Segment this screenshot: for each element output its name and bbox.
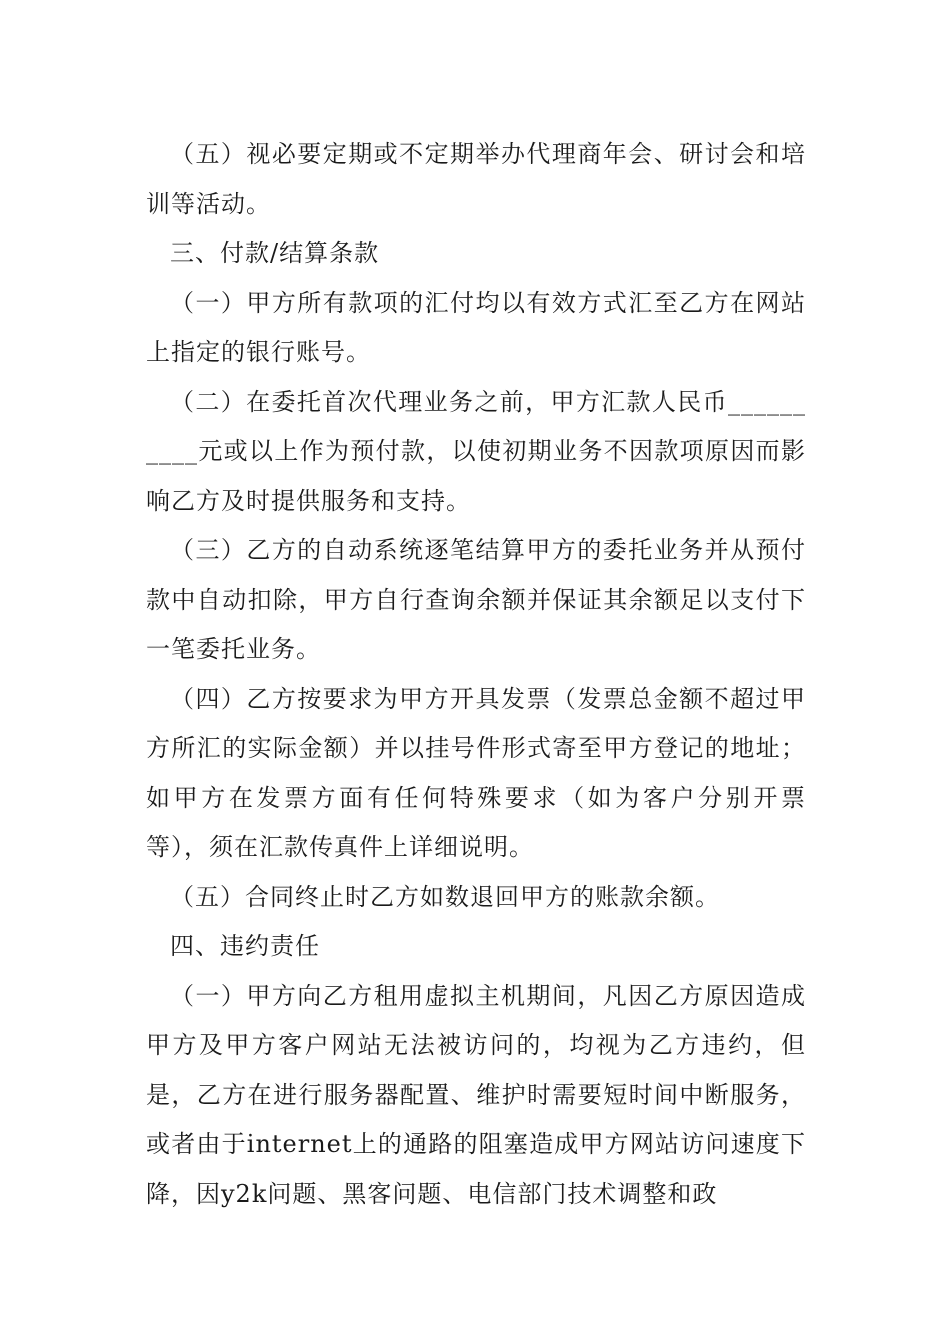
section-heading-liability: 四、违约责任 <box>170 932 320 960</box>
document-body <box>146 130 806 1219</box>
paragraph-payment-3: （三）乙方的自动系统逐笔结算甲方的委托业务并从预付款中自动扣除，甲方自行查询余额并保证其余额足以支付下一笔委托业务。 <box>146 536 806 663</box>
paragraph-payment-5: （五）合同终止时乙方如数退回甲方的账款余额。 <box>170 882 720 911</box>
paragraph-item-5-events: （五）视必要定期或不定期举办代理商年会、研讨会和培训等活动。 <box>146 140 806 218</box>
paragraph-liability-1: （一）甲方向乙方租用虚拟主机期间，凡因乙方原因造成甲方及甲方客户网站无法被访问的，均视为乙方违约，但是，乙方在进行服务器配置、维护时需要短时间中断服务，或者由于internet上的通路的阻塞造成甲方网站访问速度下降，因y2k问题、黑客问题、电信部门技术调整和政 <box>146 981 806 1208</box>
paragraph-payment-1: （一）甲方所有款项的汇付均以有效方式汇至乙方在网站上指定的银行账号。 <box>146 288 806 366</box>
paragraph-payment-2: （二）在委托首次代理业务之前，甲方汇款人民币__________元或以上作为预付款，以使初期业务不因款项原因而影响乙方及时提供服务和支持。 <box>146 387 806 515</box>
section-heading-payment: 三、付款/结算条款 <box>170 239 380 267</box>
paragraph-payment-4: （四）乙方按要求为甲方开具发票（发票总金额不超过甲方所汇的实际金额）并以挂号件形式寄至甲方登记的地址；如甲方在发票方面有任何特殊要求（如为客户分别开票等），须在汇款传真件上详细说明。 <box>146 684 806 861</box>
